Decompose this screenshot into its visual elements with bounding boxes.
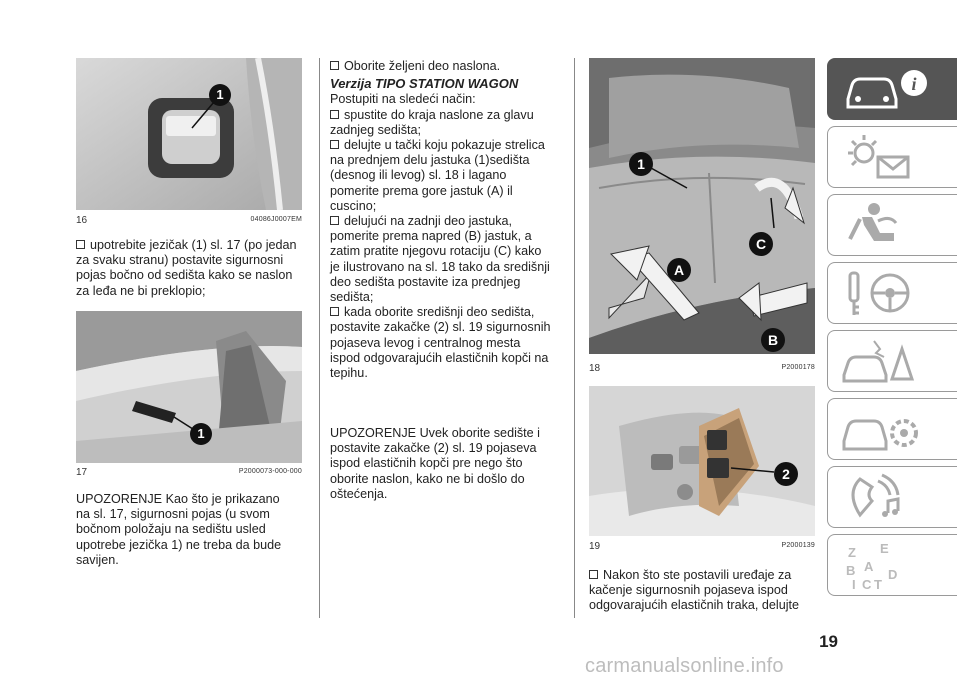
lights-mail-icon [840,131,940,185]
svg-text:i: i [911,74,917,94]
text-line: na prednjem delu jastuka (1)sedišta [330,153,530,168]
col1-warning [76,492,316,568]
section-title: Verzija TIPO STATION WAGON [330,76,519,92]
text-line: Postupiti na sledeći način: [330,92,476,107]
key-steering-icon [840,267,940,321]
checkbox-bullet-icon [330,61,339,70]
tab-safety[interactable] [827,194,957,256]
text-line: Nakon što ste postavili uređaje za [603,568,792,582]
checkbox-bullet-icon [76,240,85,249]
figure-16-caption [76,215,302,227]
callout-2: 2 [774,462,798,486]
figure-number: 18 [589,363,601,374]
checkbox-bullet-icon [589,570,598,579]
text-line: pojaseva levog i centralnog mesta [330,335,521,350]
text-line: bočnom položaju na sedištu usled [76,522,266,537]
tab-maintenance[interactable] [827,398,957,460]
tab-emergency[interactable] [827,330,957,392]
checkbox-bullet-icon [330,110,339,119]
checkbox-bullet-icon [330,140,339,149]
text-line: delujući na zadnji deo jastuka, [344,214,513,229]
seat-airbag-icon [840,199,940,253]
tab-car-info[interactable] [827,58,957,120]
text-line: na sl. 17, sigurnosni pojas (u svom [76,507,270,522]
callout-b: B [761,328,785,352]
figure-19-caption [589,541,815,553]
col2-text [330,59,570,381]
page-number: 19 [819,632,838,651]
figure-number: 19 [589,541,601,552]
figure-code: 04086J0007EM [250,216,302,223]
figure-16-image [76,58,302,210]
text-line: (desnog ili levog) sl. 18 i lagano [330,168,507,183]
figure-number: 17 [76,467,88,478]
text-line: kada oborite središnji deo sedišta, [344,305,535,320]
text-line: spustite do kraja naslone za glavu [344,107,534,122]
callout-c: C [749,232,773,256]
text-line: za svaku stranu) postavite sigurnosni [76,253,284,268]
text-line: savijen. [76,552,119,567]
car-info-icon [840,63,940,117]
figure-17-image [76,311,302,463]
text-line: zatim pratite njegovu rotaciju (C) kako [330,244,542,259]
footer-watermark: carmanualsonline.info [585,655,784,677]
text-line: sedišta; [330,290,374,305]
svg-text:T: T [874,577,882,592]
multimedia-icon [840,471,940,525]
text-line: oštećenja. [330,486,388,501]
svg-text:E: E [880,541,889,556]
text-line: tepihu. [330,366,368,381]
col2-warning [330,426,570,502]
figure-19-image [589,386,815,536]
text-line: kačenje sigurnosnih pojaseva ispod [589,583,788,598]
column-divider [319,58,320,618]
svg-text:D: D [888,567,898,582]
car-accident-icon [840,335,940,389]
text-line: delujte u tački koju pokazuje strelica [344,138,545,153]
figure-18-image [589,58,815,354]
text-line: je ilustrovano na sl. 18 tako da središnji [330,259,550,274]
text-line: pomerite prema gore jastuk (A) il [330,183,513,198]
callout-a: A [667,258,691,282]
svg-text:Z: Z [848,545,856,560]
col3-bullet-text [589,568,825,614]
callout-1: 1 [629,152,653,176]
text-line: upotrebe jezička 1) ne treba da bude [76,537,282,552]
figure-18-caption [589,363,815,375]
text-line: deo sedišta postavite iza prednjeg [330,274,521,289]
column-divider [574,58,575,618]
text-line: postavite zakačke (2) sl. 19 sigurnosnih [330,320,551,335]
checkbox-bullet-icon [330,307,339,316]
text-line: ispod odgovarajućih elastičnih kopči na [330,350,549,365]
figure-17-caption [76,467,302,479]
figure-code: P2000178 [781,364,815,371]
text-line: UPOZORENJE Uvek oborite sedište i [330,426,540,440]
callout-1: 1 [209,84,231,106]
text-line: Oborite željeni deo naslona. [344,59,501,73]
car-service-icon [840,403,940,457]
col1-bullet-text [76,238,316,299]
svg-text:I: I [852,577,856,592]
tab-starting[interactable] [827,262,957,324]
tab-index[interactable] [827,534,957,596]
svg-text:A: A [864,559,874,574]
text-line: ispod elastičnih kopči pre nego što [330,456,523,471]
tab-lights[interactable] [827,126,957,188]
text-line: UPOZORENJE Kao što je prikazano [76,492,280,506]
text-line: za leđa ne bi preklopio; [76,283,206,298]
text-line: oborite naslon, kako ne bi došlo do [330,471,525,486]
svg-text:C: C [862,577,872,592]
figure-code: P2000139 [781,542,815,549]
text-line: upotrebite jezičak (1) sl. 17 (po jedan [90,238,297,252]
text-line: zadnjeg sedišta; [330,122,422,137]
svg-text:B: B [846,563,856,578]
text-line: postavite zakačke (2) sl. 19 pojaseva [330,441,537,456]
text-line: pojas bočno od sedišta kako se naslon [76,268,293,283]
text-line: odgovarajućih elastičnih traka, delujte [589,598,800,613]
callout-1: 1 [190,423,212,445]
figure-number: 16 [76,215,88,226]
checkbox-bullet-icon [330,216,339,225]
alphabet-index-icon [840,539,940,593]
figure-code: P2000073-000-000 [238,468,302,475]
text-line: cuscino; [330,198,377,213]
tab-multimedia[interactable] [827,466,957,528]
text-line: pomerite prema napred (B) jastuk, a [330,229,532,244]
